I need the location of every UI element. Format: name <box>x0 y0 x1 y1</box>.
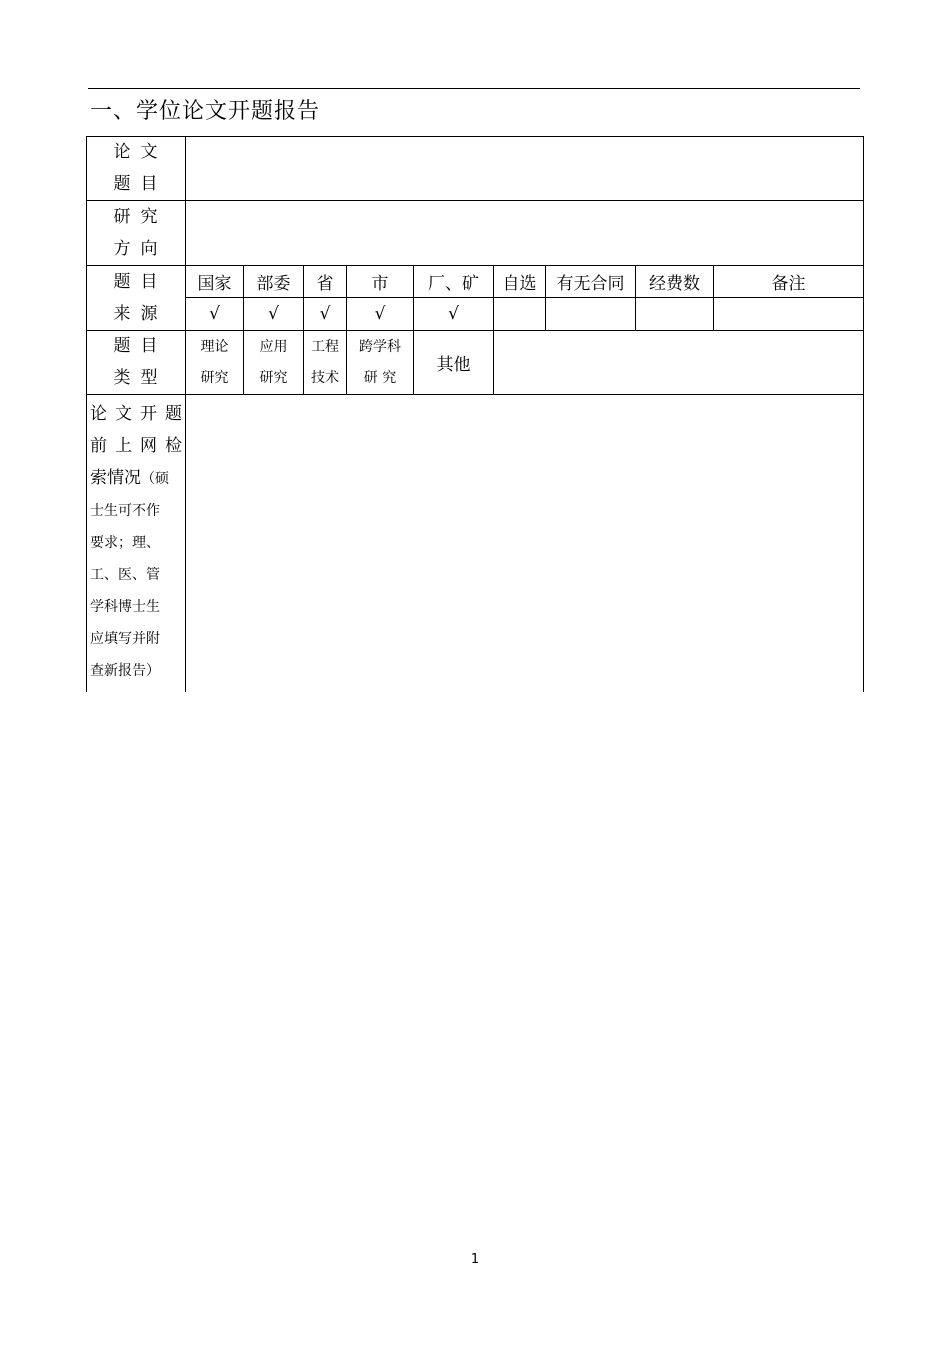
topic-field[interactable] <box>186 137 863 200</box>
literature-search-label: 论文开题 前上网检 索情况（硕 士生可不作 要求；理、 工、医、管 学科博士生 应填写并附 查新报告） <box>90 404 182 679</box>
source-label: 题目 来源 <box>113 271 168 324</box>
checkmark[interactable]: √ <box>448 304 459 324</box>
source-header: 国家 <box>197 274 232 294</box>
proposal-form-table <box>86 136 864 692</box>
source-header: 部委 <box>256 274 291 294</box>
section-title: 一、学位论文开题报告 <box>90 99 321 124</box>
source-header: 自选 <box>502 274 537 294</box>
source-header: 备注 <box>771 274 806 294</box>
topic-label: 论文 题目 <box>113 142 168 194</box>
checkmark[interactable]: √ <box>374 304 386 324</box>
type-option-interdisciplinary[interactable]: 跨学科 研 究 <box>359 338 401 386</box>
type-other-field[interactable] <box>494 331 863 394</box>
type-option-applied[interactable]: 应用 研究 <box>259 338 288 386</box>
type-label: 题目 类型 <box>113 336 168 388</box>
direction-field[interactable] <box>186 201 863 265</box>
checkmark[interactable]: √ <box>268 304 279 324</box>
source-header: 有无合同 <box>556 274 625 294</box>
source-header: 经费数 <box>649 274 700 294</box>
type-option-engineering[interactable]: 工程 技术 <box>311 338 339 386</box>
checkmark[interactable]: √ <box>209 304 220 324</box>
source-mark-cell[interactable] <box>494 298 545 330</box>
source-header: 省 <box>316 274 334 294</box>
checkmark[interactable]: √ <box>319 304 331 324</box>
source-mark-cell[interactable] <box>714 298 863 330</box>
type-option-other[interactable]: 其他 <box>436 355 471 375</box>
direction-label: 研究 方向 <box>113 206 168 259</box>
source-mark-cell[interactable] <box>636 298 713 330</box>
page-number: 1 <box>470 1252 480 1267</box>
source-mark-cell[interactable] <box>546 298 635 330</box>
type-option-theory[interactable]: 理论 研究 <box>200 338 229 386</box>
source-header: 市 <box>371 274 389 294</box>
literature-search-field[interactable] <box>186 395 863 692</box>
header-rule <box>88 88 860 89</box>
source-header: 厂、矿 <box>428 274 479 294</box>
